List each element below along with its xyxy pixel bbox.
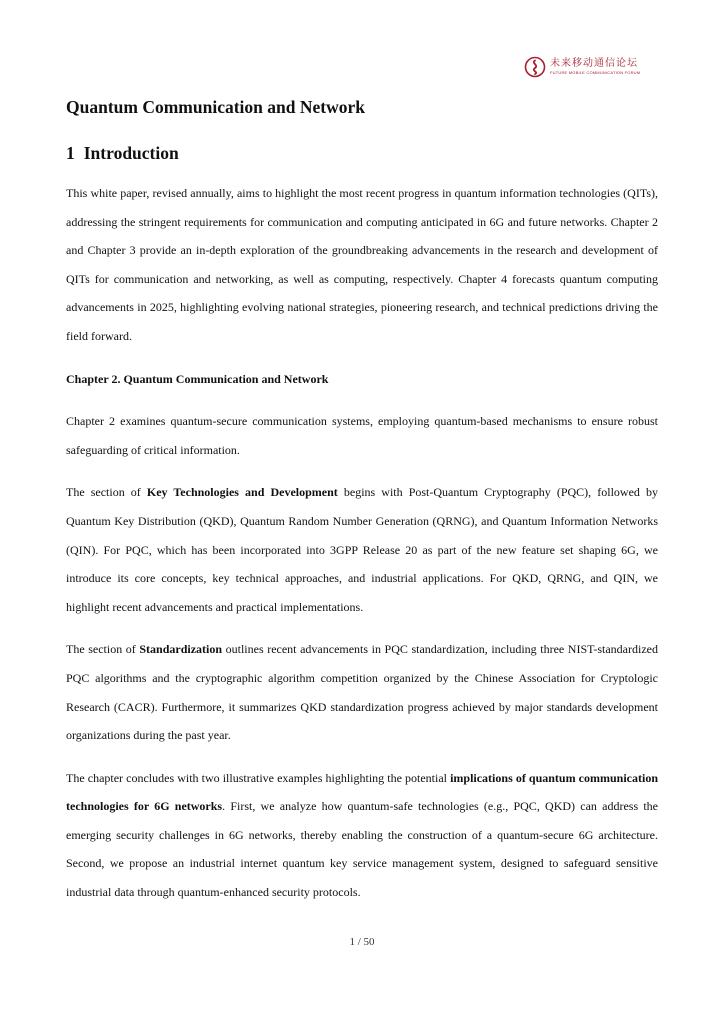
logo-english-text: FUTURE MOBILE COMMUNICATION FORUM — [550, 70, 641, 75]
key-tech-intro: The section of — [66, 485, 147, 500]
standardization-paragraph — [66, 635, 658, 749]
section-number: 1 — [66, 143, 75, 163]
section-title-text: Introduction — [83, 143, 179, 163]
standardization-bold-term: Standardization — [139, 642, 223, 657]
intro-paragraph: This white paper, revised annually, aims to highlight the most recent progress in quantum information technologies (QITs), addressing the stringent requirements for communication and computing anticipated in 6G and future networks. Chapter 2 and Chapter 3 provide an in-depth exploration of the groundbreaking advancements in the research and development of QITs for communication and networking, as well as computing, respectively. Chapter 4 forecasts quantum computing advancements in 2025, highlighting evolving national strategies, pioneering research, and technical predictions driving the field forward. — [66, 186, 658, 343]
logo-chinese-text: 未来移动通信论坛 — [550, 58, 638, 69]
document-title: Quantum Communication and Network — [66, 97, 365, 117]
forum-logo — [524, 54, 664, 80]
implications-intro: The chapter concludes with two illustrative examples highlighting the potential — [66, 770, 451, 785]
key-technologies-paragraph — [66, 478, 658, 621]
chapter2-heading: Chapter 2. Quantum Communication and Network — [66, 371, 329, 386]
standardization-intro: The section of — [66, 642, 140, 657]
chapter2-overview-paragraph: Chapter 2 examines quantum-secure communication systems, employing quantum-based mechanisms to ensure robust safeguarding of critical information. — [66, 414, 658, 457]
logo-text-block — [550, 59, 640, 75]
standardization-text: outlines recent advancements in PQC standardization, including three NIST-standardized PQC algorithms and the cryptographic algorithm competition organized by the Chinese Association for Cryptologic Research (CACR). Furthermore, it summarizes QKD standardization progress achieved by major standards development organizations during the past year. — [66, 642, 658, 743]
forum-emblem-icon — [524, 56, 546, 78]
implications-paragraph — [66, 764, 658, 907]
page-number: 1 / 50 — [349, 936, 375, 948]
document-body — [66, 96, 658, 907]
key-tech-bold-term: Key Technologies and Development — [146, 485, 338, 500]
section-heading — [66, 142, 658, 164]
key-tech-text: begins with Post-Quantum Cryptography (PQC), followed by Quantum Key Distribution (QKD), Quantum Random Number Generation (QRNG), and Quantum Information Networks (QIN). For PQC, which has been incorporated into 3GPP Release 20 as part of the new feature set shaping 6G, we introduce its core concepts, key technical approaches, and industrial applications. For QKD, QRNG, and QIN, we highlight recent advancements and practical implementations. — [66, 485, 658, 614]
implications-bold-term: implications of quantum communication technologies for 6G networks — [66, 770, 658, 814]
implications-text: . First, we analyze how quantum-safe technologies (e.g., PQC, QKD) can address the emerging security challenges in 6G networks, thereby enabling the construction of a quantum-secure 6G architecture. Second, we propose an industrial internet quantum key service management system, designed to safeguard sensitive industrial data through quantum-enhanced security protocols. — [66, 799, 658, 900]
